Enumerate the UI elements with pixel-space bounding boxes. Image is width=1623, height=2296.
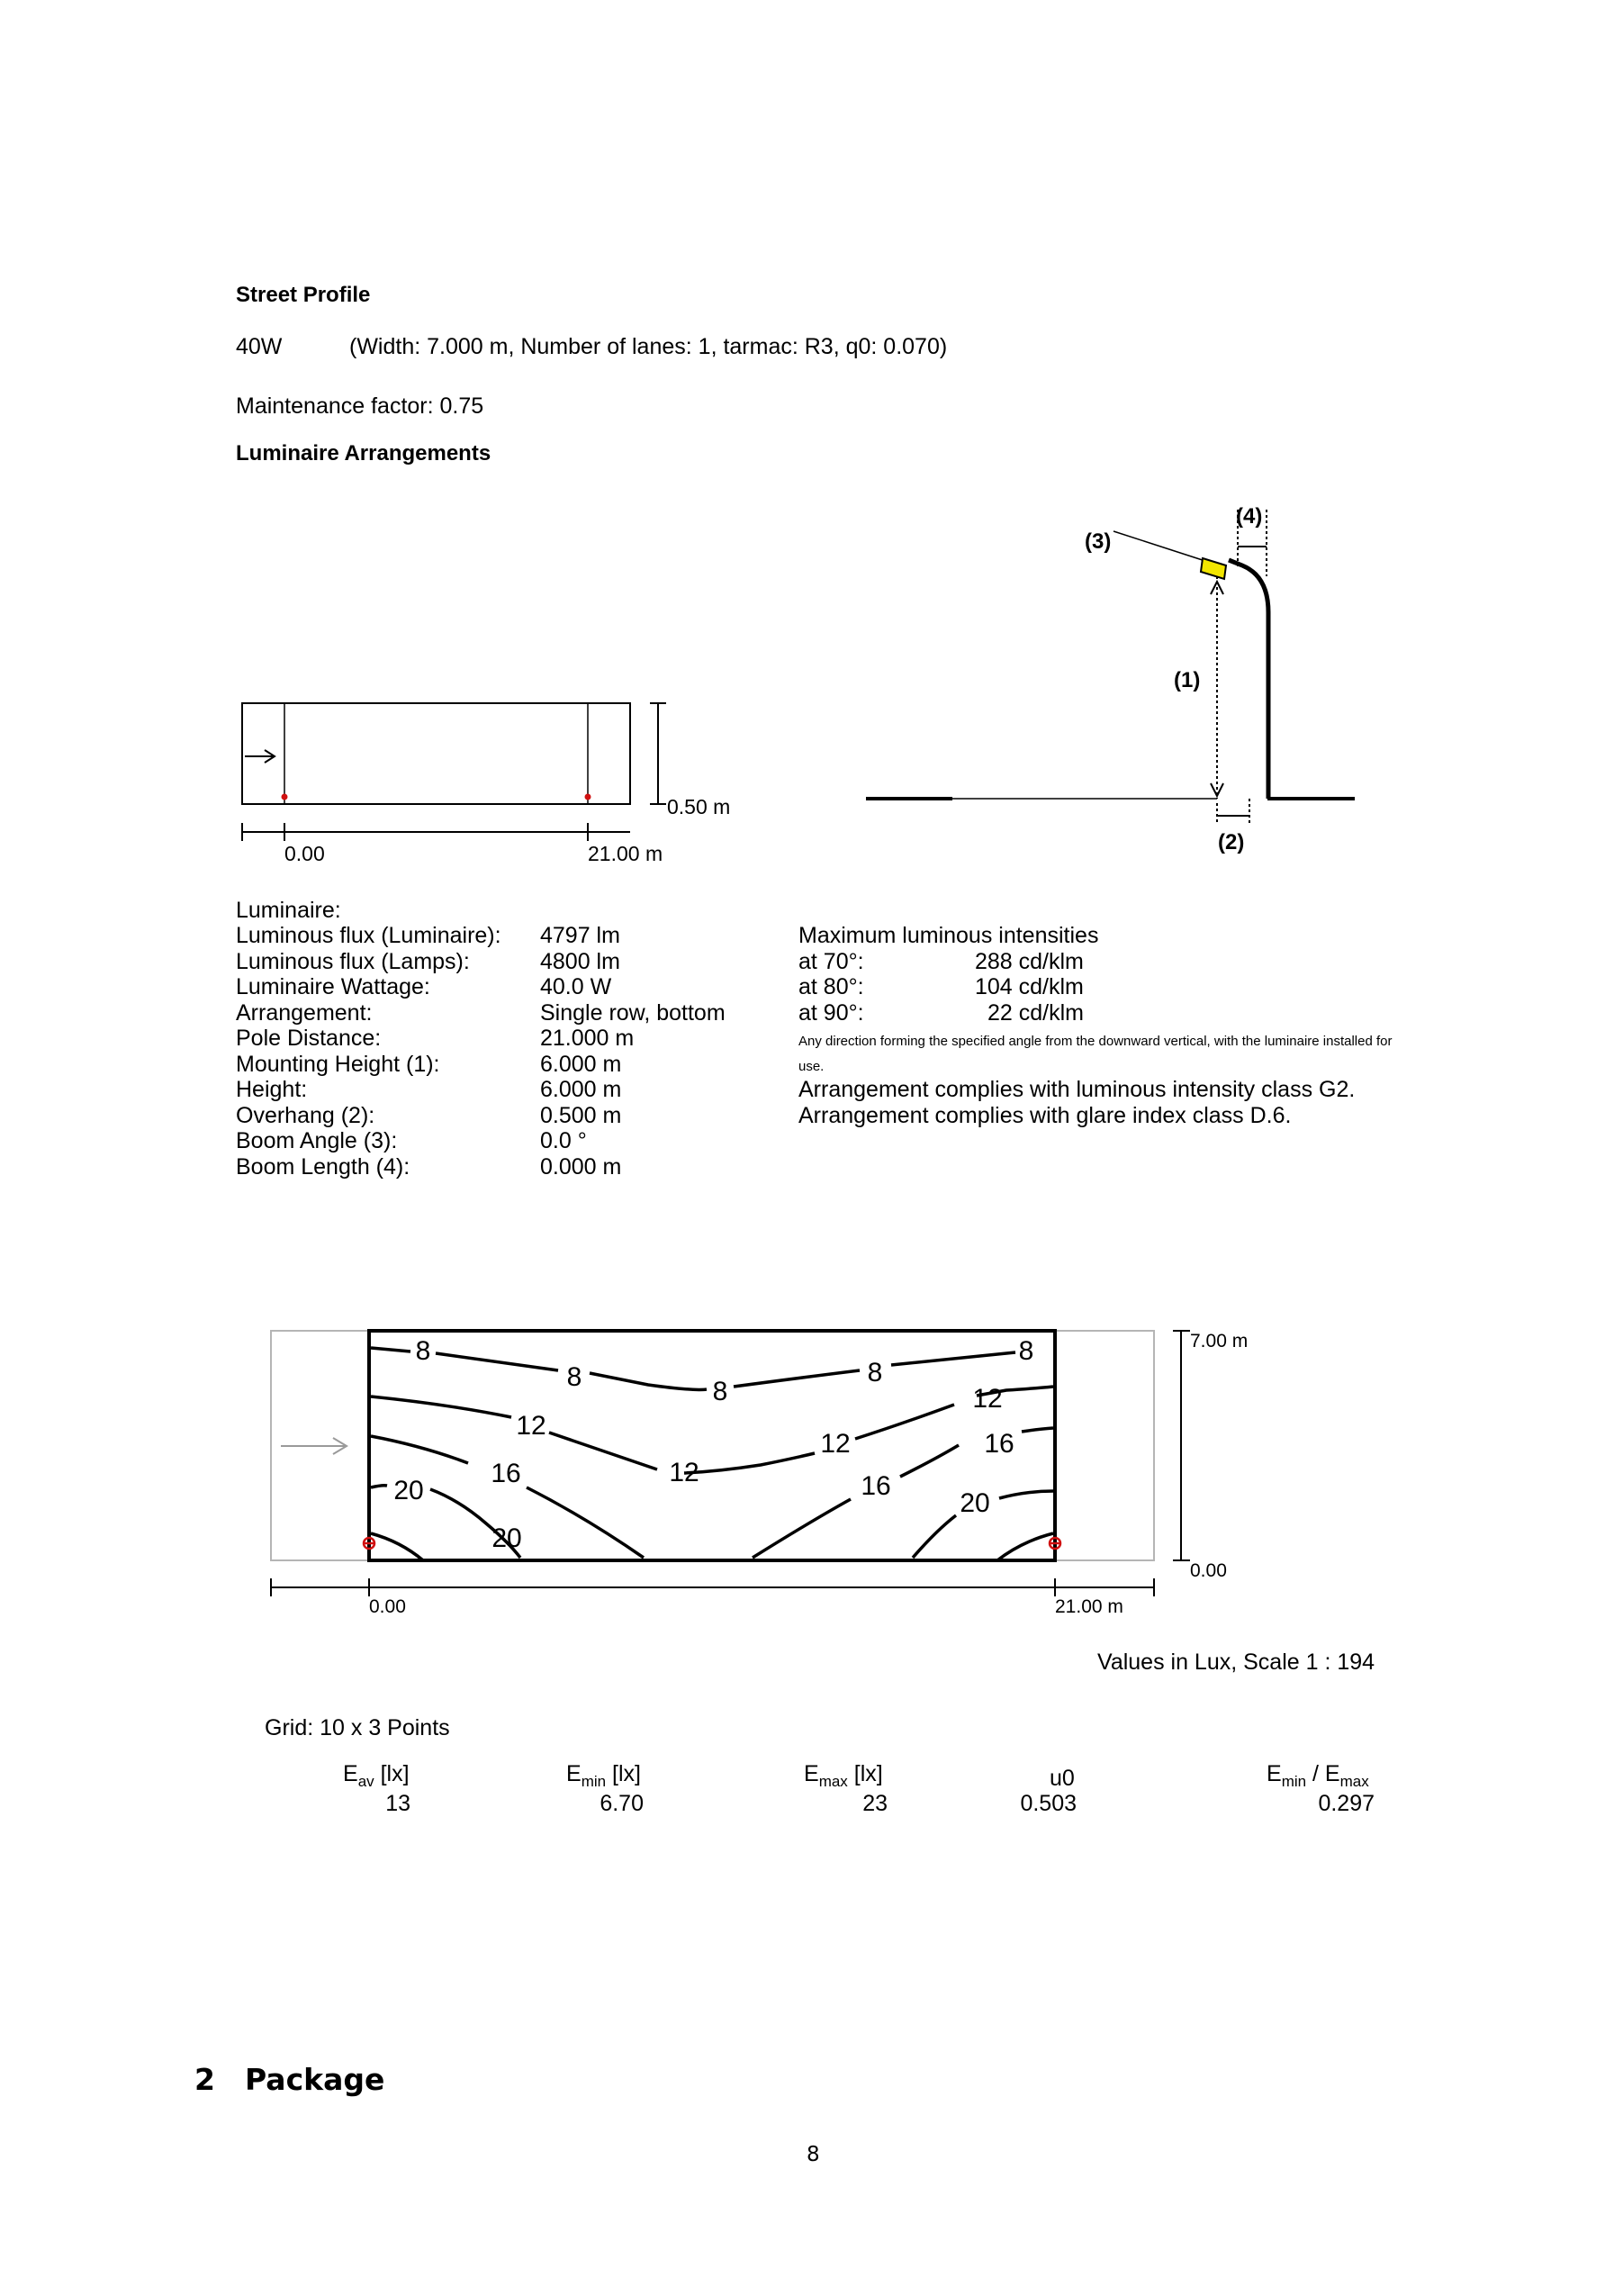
spec-label: Height: [236, 1077, 308, 1102]
plan-width-label: 0.50 m [667, 795, 731, 818]
maintenance-factor: Maintenance factor: 0.75 [236, 393, 484, 419]
intensity-note: Any direction forming the specified angle from the downward vertical, with the luminaire installed for use. [798, 1034, 1393, 1074]
header-emax [804, 1761, 966, 1791]
contour-label: 20 [393, 1476, 424, 1505]
luminaire-marker [282, 794, 288, 800]
pole-label-3: (3) [1085, 529, 1112, 554]
contour-label: 8 [415, 1336, 431, 1366]
pole-label-2: (2) [1218, 830, 1245, 854]
spec-label: Boom Angle (3): [236, 1128, 398, 1153]
spec-label: Luminaire Wattage: [236, 974, 430, 999]
plot-y-top-label: 7.00 m [1190, 1331, 1249, 1351]
header-tail: [lx] [374, 1761, 410, 1786]
header-tail: [lx] [606, 1761, 641, 1786]
intensity-angle: at 70°: [798, 948, 864, 974]
intensity-value: 104 cd/klm [975, 974, 1084, 999]
contour-label: 12 [972, 1384, 1003, 1414]
header-u0 [1050, 1766, 1075, 1792]
header-sub: max [818, 1773, 848, 1790]
intensities-block [798, 923, 1393, 1139]
header-main: E [1267, 1761, 1282, 1786]
pole-marker [1050, 1538, 1060, 1549]
header-emin [566, 1761, 728, 1791]
spec-value: 40.0 W [540, 974, 612, 999]
header-main: E [804, 1761, 819, 1786]
value-u0: 0.503 [1020, 1791, 1077, 1816]
contour-label: 8 [867, 1358, 883, 1388]
spec-label: Mounting Height (1): [236, 1051, 440, 1077]
contour-label: 12 [516, 1411, 546, 1441]
contour-label: 16 [861, 1471, 891, 1501]
value-emin-emax: 0.297 [1318, 1791, 1375, 1816]
header-sub: min [1281, 1773, 1307, 1790]
luminaire-arrangements-heading: Luminaire Arrangements [236, 441, 491, 466]
spec-label: Luminous flux (Luminaire): [236, 923, 501, 948]
header-emin-emax [1267, 1761, 1369, 1791]
spec-value: Single row, bottom [540, 999, 726, 1026]
header-sub: min [581, 1773, 607, 1790]
value-emax: 23 [862, 1791, 888, 1816]
intensity-angle: at 90°: [798, 999, 864, 1026]
header-main: u0 [1050, 1766, 1075, 1791]
value-emin: 6.70 [600, 1791, 644, 1816]
spec-value: 6.000 m [540, 1051, 622, 1077]
profile-details: (Width: 7.000 m, Number of lanes: 1, tarmac: R3, q0: 0.070) [349, 334, 948, 359]
contour-label: 20 [960, 1488, 990, 1518]
plan-start-label: 0.00 [284, 842, 325, 865]
section-title: Package [245, 2062, 385, 2097]
spec-label: Luminous flux (Lamps): [236, 948, 470, 974]
contour-label: 20 [491, 1523, 522, 1553]
intensity-angle: at 80°: [798, 974, 864, 999]
contour-label: 16 [984, 1429, 1014, 1459]
spec-value: 6.000 m [540, 1077, 622, 1102]
contour-label: 8 [566, 1362, 582, 1392]
spec-label: Boom Length (4): [236, 1153, 410, 1180]
contour-label: 12 [669, 1458, 699, 1487]
plan-end-label: 21.00 m [588, 842, 663, 865]
page-number: 8 [807, 2143, 820, 2166]
spec-value: 0.500 m [540, 1102, 622, 1128]
intensities-title: Maximum luminous intensities [798, 923, 1099, 948]
header-tail: / E [1306, 1761, 1340, 1786]
luminaire-title: Luminaire: [236, 898, 341, 923]
plot-x-end-label: 21.00 m [1055, 1596, 1123, 1617]
spec-value: 4797 lm [540, 923, 620, 948]
scale-note: Values in Lux, Scale 1 : 194 [1097, 1650, 1375, 1675]
spec-label: Overhang (2): [236, 1102, 375, 1128]
grid-title: Grid: 10 x 3 Points [265, 1715, 450, 1740]
compliance-d6: Arrangement complies with glare index class D.6. [798, 1102, 1292, 1128]
specs-table [236, 923, 740, 1193]
header-eav [343, 1761, 505, 1791]
header-main: E [566, 1761, 582, 1786]
plot-x-start-label: 0.00 [369, 1596, 406, 1617]
contour-label: 8 [1018, 1336, 1034, 1366]
intensity-value: 288 cd/klm [975, 948, 1084, 974]
spec-value: 0.0 ° [540, 1128, 587, 1153]
luminaire-marker [585, 794, 591, 800]
pole-marker [364, 1538, 374, 1549]
pole-label-1: (1) [1174, 668, 1201, 692]
contour-label: 8 [712, 1377, 728, 1406]
spec-label: Pole Distance: [236, 1026, 382, 1051]
contour-label: 12 [820, 1429, 851, 1459]
header-sub: max [1339, 1773, 1369, 1790]
value-eav: 13 [385, 1791, 410, 1816]
lamp-label: 40W [236, 334, 283, 359]
header-sub: av [357, 1773, 374, 1790]
spec-label: Arrangement: [236, 999, 373, 1026]
section-number: 2 [194, 2062, 215, 2097]
luminaire-head [1201, 558, 1226, 579]
street-profile-heading: Street Profile [236, 283, 371, 307]
compliance-g2: Arrangement complies with luminous intensity class G2. [798, 1077, 1356, 1102]
spec-value: 0.000 m [540, 1153, 622, 1180]
pole-label-4: (4) [1236, 504, 1263, 529]
header-tail: [lx] [847, 1761, 883, 1786]
contour-label: 16 [491, 1459, 521, 1488]
plot-y-bottom-label: 0.00 [1190, 1560, 1227, 1581]
header-main: E [343, 1761, 358, 1786]
intensity-value: 22 cd/klm [987, 999, 1084, 1026]
spec-value: 4800 lm [540, 948, 620, 974]
spec-value: 21.000 m [540, 1026, 635, 1051]
